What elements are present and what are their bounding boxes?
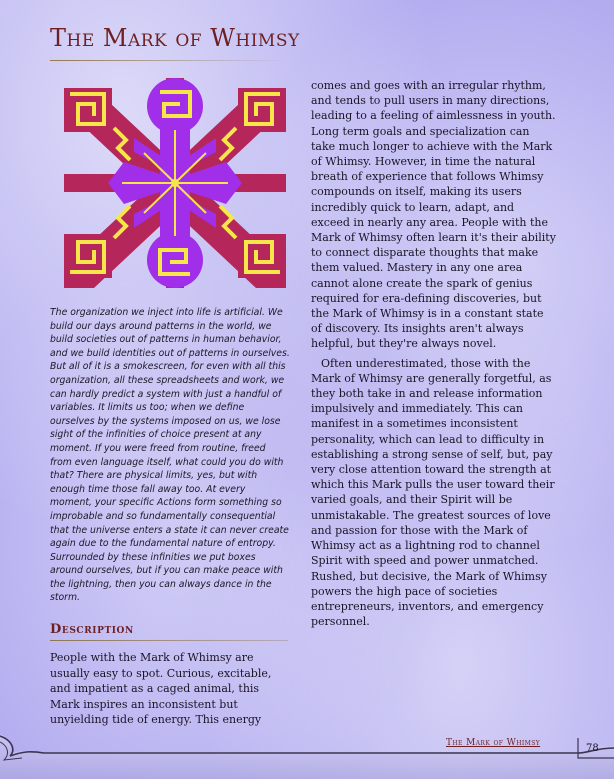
page-number: 78 bbox=[586, 743, 599, 754]
right-column bbox=[311, 78, 556, 629]
description-paragraph-left: People with the Mark of Whimsy are usually easy to spot. Curious, excitable, and impatient as a caged animal, this Mark inspires an inconsistent but unyielding tide of energy. This energy bbox=[50, 651, 272, 726]
mark-of-whimsy-sigil-icon bbox=[64, 78, 286, 288]
section-heading-description: Description bbox=[50, 622, 134, 637]
page-title: The Mark of Whimsy bbox=[50, 24, 300, 52]
epigraph-quote: The organization we inject into life is artificial. We build our days around patterns in the world, we build societies out of patterns in human behavior, and we build identities out of patterns in ourselves. But all of it is a smokescreen, for even with all this organization, all these spreadsheets and work, we can hardly predict a system with just a handful of variables. It limits us too; when we define ourselves by the systems imposed on us, we lose sight of the infinities of choice present at any moment. If you were freed from routine, freed from even language itself, what could you do with that? There are physical limits, yes, but with enough time those fall away too. At every moment, your specific Actions form something so improbable and so fundamentally consequential that the universe enters a state it can never create again due to the fundamental nature of entropy. Surrounded by these infinities we put boxes around ourselves, but if you can make peace with the lightning, then you can always dance in the storm. bbox=[50, 307, 290, 604]
footer-ornament bbox=[0, 720, 614, 779]
description-paragraph-1: comes and goes with an irregular rhythm, and tends to pull users in many directions, leading to a feeling of aimlessness in youth. Long term goals and specialization can take much longer to achieve with the Mark of Whimsy. However, in time the natural breath of experience that follows Whimsy compounds on itself, making its users incredibly quick to learn, adapt, and exceed in nearly any area. People with the Mark of Whimsy often learn it's their ability to connect disparate thoughts that make them valued. Mastery in any one area cannot alone create the spark of genius required for era-defining discoveries, but the Mark of Whimsy is in a constant state of discovery. Its insights aren't always helpful, but they're always novel. bbox=[311, 79, 556, 351]
title-divider bbox=[50, 60, 288, 61]
section-divider bbox=[50, 640, 288, 641]
description-paragraph-2: Often underestimated, those with the Mark of Whimsy are generally forgetful, as they both take in and release information impulsively and immediately. This can manifest in a sometimes inconsistent personality, which can lead to difficulty in establishing a strong sense of self, but, pay very close attention toward the strength at which this Mark pulls the user toward their varied goals, and their Spirit will be unmistakable. The greatest sources of love and passion for those with the Mark of Whimsy act as a lightning rod to channel Spirit with speed and power unmatched. Rushed, but decisive, the Mark of Whimsy powers the high pace of societies entrepreneurs, inventors, and emergency personnel. bbox=[311, 356, 555, 629]
footer-running-title: The Mark of Whimsy bbox=[446, 738, 541, 748]
